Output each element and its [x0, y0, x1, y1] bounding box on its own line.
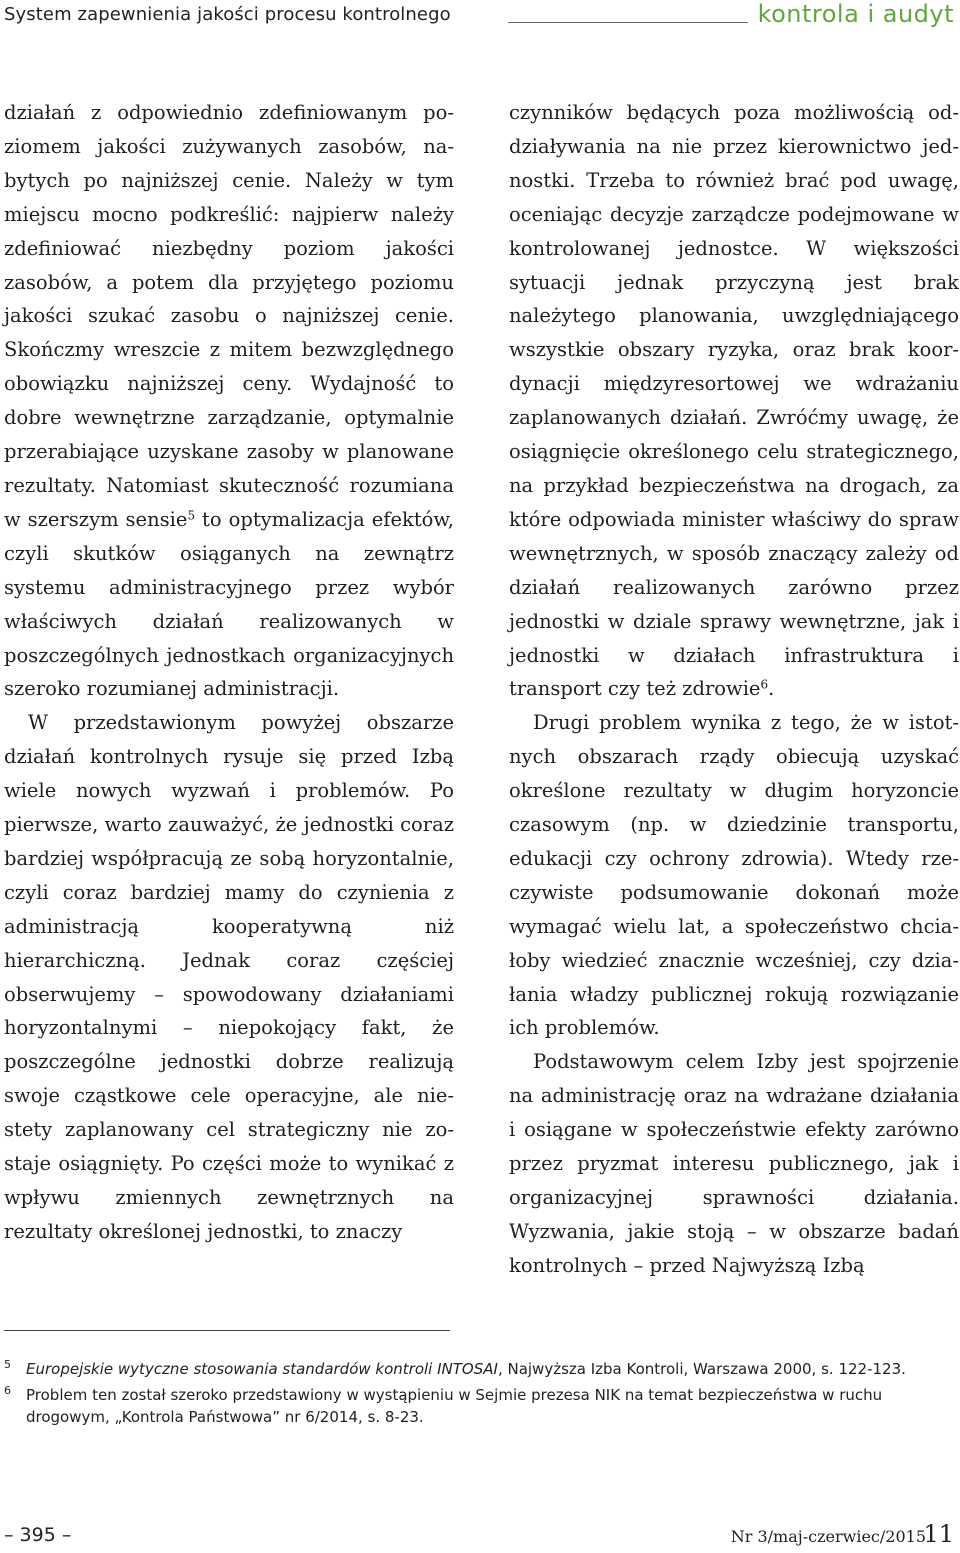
right-p1-text-a: czynników będących poza możliwością oddziaływania na nie przez kierownictwo jednostki. Trzeba to również brać pod uwagę, oceniając decyzje zarządcze podejmowane w kontrolowanej jednostce. W większości sytuacji jednak przyczyną jest brak należytego planowania, uwzględniającego wszystkie obszary ryzyka, oraz brak koordynacji międzyresortowej we wdrażaniu zaplanowanych działań. Zwróćmy uwagę, że osiągnięcie określonego celu strategicznego, na przykład bezpieczeństwa na drogach, za które odpowiada minister właściwy do spraw wewnętrznych, w sposób znaczący zależy od działań realizowanych zarówno przez jednostki w dziale sprawy wewnętrzne, jak i jednostki w działach infrastruktura i transport czy też zdrowie [509, 101, 959, 701]
footnote-rule [4, 1330, 450, 1331]
right-paragraph-2: Drugi problem wynika z tego, że w istotnych obszarach rządy obiecują uzyskać określone rezultaty w długim horyzoncie czasowym (np. w dziedzinie transportu, edukacji czy ochrony zdrowia). Wtedy rzeczywiste podsumowanie dokonań może wymagać wielu lat, a społeczeństwo chciałoby wiedzieć znacznie wcześniej, czy działania władzy publicznej rokują rozwiązanie ich problemów. [509, 711, 959, 1040]
left-column [4, 96, 454, 1249]
section-title: System zapewnienia jakości procesu kontrolnego [4, 4, 451, 25]
footnotes [4, 1358, 956, 1432]
page-number: – 395 – [4, 1524, 72, 1546]
header-rule [508, 22, 748, 23]
category-title: kontrola i audyt [757, 0, 954, 28]
footnote-text: Problem ten został szeroko przedstawiony w wystąpieniu w Sejmie prezesa NIK na temat bezpieczeństwa w ruchu drogowym, „Kontrola Państwowa” nr 6/2014, s. 8-23. [26, 1386, 883, 1426]
footnote-5 [4, 1358, 956, 1380]
left-p1-text-a: działań z odpowiednio zdefiniowanym poziomem jakości zużywanych zasobów, nabytych po najniższej cenie. Należy w tym miejscu mocno podkreślić: najpierw należy zdefiniować niezbędny poziom jakości zasobów, a potem dla przyjętego poziomu jakości szukać zasobu o najniższej cenie. Skończmy wreszcie z mitem bezwzględnego obowiązku najniższej ceny. Wydajność to dobre wewnętrzne zarządzanie, optymalnie przerabiające uzyskane zasoby w planowane rezultaty. Natomiast skuteczność rozumiana w szerszym sensie [4, 101, 454, 531]
footnote-number: 5 [4, 1358, 11, 1371]
footnote-ref-5: 5 [187, 508, 196, 523]
issue-label: Nr 3/maj-czerwiec/2015 [730, 1527, 926, 1546]
footnote-text: , Najwyższa Izba Kontroli, Warszawa 2000, s. 122-123. [497, 1360, 906, 1378]
running-header [0, 0, 960, 34]
right-p1-text-b: . [768, 677, 775, 701]
left-paragraph-1 [4, 96, 454, 706]
issue-page-number: 11 [923, 1520, 954, 1548]
footnote-number: 6 [4, 1384, 11, 1397]
left-p1-text-b: to optymalizacja efektów, czyli skutków osiąganych na zewnątrz systemu administracyjnego przez wybór właściwych działań realizowanych w poszczególnych jednostkach organizacyjnych szeroko rozumianej administracji. [4, 507, 454, 701]
right-column [509, 96, 959, 1283]
footnote-title: Europejskie wytyczne stosowania standardów kontroli INTOSAI [26, 1360, 498, 1378]
right-paragraph-1 [509, 96, 959, 706]
left-paragraph-2: W przedstawionym powyżej obszarze działań kontrolnych rysuje się przed Izbą wiele nowych wyzwań i problemów. Po pierwsze, warto zauważyć, że jednostki coraz bardziej współpracują ze sobą horyzontalnie, czyli coraz bardziej mamy do czynienia z administracją kooperatywną niż hierarchiczną. Jednak coraz częściej obserwujemy – spowodowany działaniami horyzontalnymi – niepokojący fakt, że poszczególne jednostki dobrze realizują swoje cząstkowe cele operacyjne, ale niestety zaplanowany cel strategiczny nie zostaje osiągnięty. Po części może to wynikać z wpływu zmiennych zewnętrznych na rezultaty określonej jednostki, to znaczy [4, 711, 454, 1243]
footnote-6 [4, 1384, 956, 1428]
right-paragraph-3: Podstawowym celem Izby jest spojrzenie na administrację oraz na wdrażane działania i osiągane w społeczeństwie efekty zarówno przez pryzmat interesu publicznego, jak i organizacyjnej sprawności działania. Wyzwania, jakie stoją – w obszarze badań kontrolnych – przed Najwyższą Izbą [509, 1050, 959, 1277]
footnote-ref-6: 6 [760, 677, 769, 692]
